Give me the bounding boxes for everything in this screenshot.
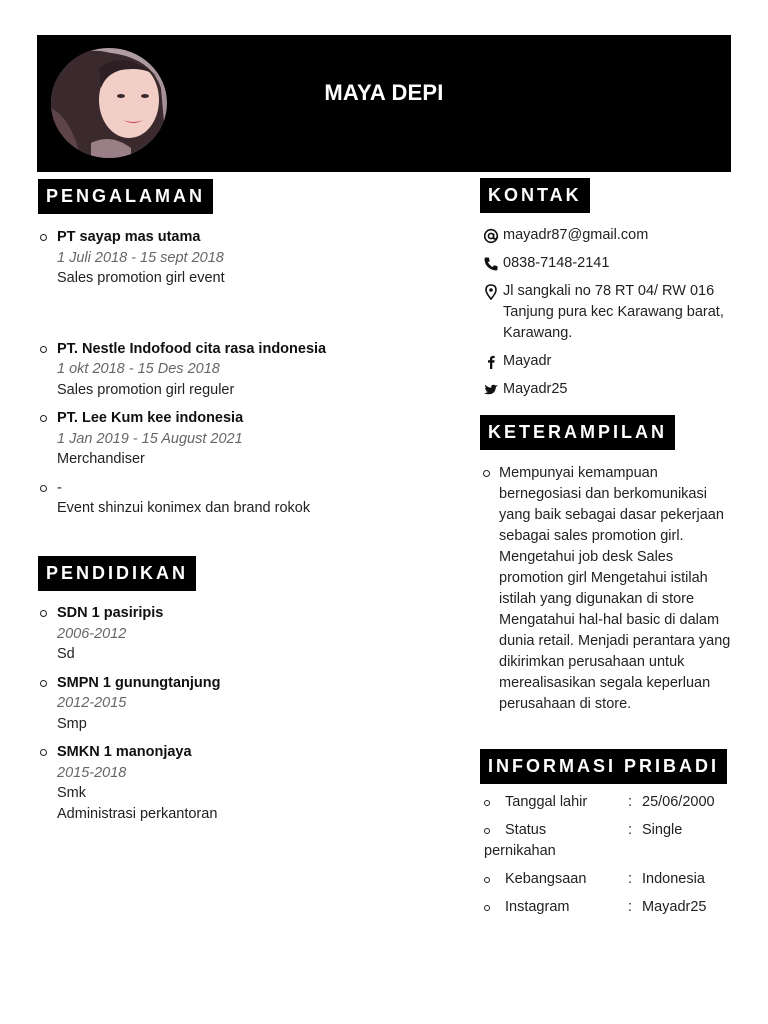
info-value: 25/06/2000 bbox=[642, 794, 715, 810]
info-label: Status pernikahan bbox=[484, 822, 556, 859]
list-item bbox=[37, 408, 457, 470]
twitter-icon bbox=[483, 382, 499, 398]
info-label: Instagram bbox=[505, 899, 570, 915]
experience-company: PT. Nestle Indofood cita rasa indonesia bbox=[57, 340, 327, 357]
contact-phone bbox=[483, 253, 728, 274]
education-level: Smk bbox=[57, 785, 86, 801]
list-item bbox=[37, 742, 457, 824]
bullet-icon bbox=[484, 800, 490, 806]
skills-list bbox=[483, 463, 733, 715]
education-list bbox=[37, 603, 457, 824]
header-banner bbox=[37, 35, 731, 172]
bullet-icon bbox=[40, 234, 47, 241]
info-separator: : bbox=[628, 794, 633, 810]
contact-twitter bbox=[483, 379, 728, 400]
info-separator: : bbox=[628, 899, 633, 915]
address-text: Jl sangkali no 78 RT 04/ RW 016 Tanjung pura kec Karawang barat, Karawang. bbox=[503, 283, 724, 341]
experience-date: 1 Juli 2018 - 15 sept 2018 bbox=[57, 249, 224, 266]
section-title-experience: PENGALAMAN bbox=[38, 179, 213, 214]
bullet-icon bbox=[483, 470, 490, 477]
phone-text[interactable]: 0838-7148-2141 bbox=[503, 255, 610, 271]
education-major: Administrasi perkantoran bbox=[57, 805, 218, 822]
bullet-icon bbox=[40, 346, 47, 353]
education-school: SDN 1 pasiripis bbox=[57, 605, 164, 621]
section-title-education: PENDIDIKAN bbox=[38, 556, 196, 591]
experience-role: Sales promotion girl event bbox=[57, 270, 225, 286]
experience-date: 1 okt 2018 - 15 Des 2018 bbox=[57, 361, 220, 377]
education-level: Smp bbox=[57, 715, 87, 732]
bullet-icon bbox=[484, 877, 490, 883]
bullet-icon bbox=[484, 905, 490, 911]
facebook-icon bbox=[483, 354, 499, 370]
facebook-text[interactable]: Mayadr bbox=[503, 353, 552, 369]
bullet-icon bbox=[40, 749, 47, 756]
info-value: Indonesia bbox=[642, 871, 705, 887]
contact-facebook bbox=[483, 351, 728, 372]
experience-company: PT. Lee Kum kee indonesia bbox=[57, 410, 244, 426]
candidate-name: MAYA DEPI bbox=[324, 80, 444, 105]
education-school: SMKN 1 manonjaya bbox=[57, 744, 192, 760]
section-title-personal: INFORMASI PRIBADI bbox=[480, 749, 727, 784]
section-title-contact: KONTAK bbox=[480, 178, 590, 213]
education-years: 2006-2012 bbox=[57, 625, 127, 642]
list-item bbox=[484, 820, 734, 862]
experience-list bbox=[37, 227, 457, 519]
list-item bbox=[484, 869, 734, 890]
bullet-icon bbox=[40, 485, 47, 492]
experience-company: PT sayap mas utama bbox=[57, 229, 201, 245]
education-years: 2012-2015 bbox=[57, 695, 127, 711]
bullet-icon bbox=[40, 680, 47, 687]
info-value: Single bbox=[642, 822, 683, 838]
skills-text: Mempunyai kemampuan bernegosiasi dan berkomunikasi yang baik sebagai dasar pekerjaan sebagai sales promotion girl. Mengetahui job desk Sales promotion girl Mengetahui istilah istilah yang digunakan di store Mengatahui hal-hal basic di dalam dunia retail. Menjadi perantara yang dikirimkan perusahaan untuk merealisasikan segala keperluan perusahaan di store. bbox=[499, 465, 731, 712]
personal-info-list bbox=[484, 792, 734, 925]
list-item bbox=[484, 792, 734, 813]
list-item bbox=[37, 603, 457, 665]
list-item bbox=[37, 673, 457, 735]
contact-list bbox=[483, 225, 728, 400]
experience-date: - bbox=[57, 479, 62, 496]
info-separator: : bbox=[628, 822, 633, 838]
info-value: Mayadr25 bbox=[642, 899, 707, 915]
info-separator: : bbox=[628, 871, 633, 887]
list-item bbox=[37, 339, 457, 401]
experience-date: 1 Jan 2019 - 15 August 2021 bbox=[57, 430, 243, 447]
education-school: SMPN 1 gunungtanjung bbox=[57, 674, 221, 691]
bullet-icon bbox=[40, 415, 47, 422]
email-text[interactable]: mayadr87@gmail.com bbox=[503, 227, 649, 243]
phone-icon bbox=[483, 256, 499, 272]
list-item bbox=[483, 463, 733, 715]
info-label: Tanggal lahir bbox=[505, 794, 588, 810]
list-item bbox=[484, 897, 734, 918]
section-title-skills: KETERAMPILAN bbox=[480, 415, 675, 450]
bullet-icon bbox=[40, 610, 47, 617]
location-pin-icon bbox=[483, 284, 499, 300]
bullet-icon bbox=[484, 828, 490, 834]
contact-email bbox=[483, 225, 728, 246]
experience-role: Merchandiser bbox=[57, 451, 145, 467]
experience-role: Sales promotion girl reguler bbox=[57, 381, 235, 398]
info-label: Kebangsaan bbox=[505, 871, 587, 887]
contact-address bbox=[483, 281, 728, 344]
experience-role: Event shinzui konimex dan brand rokok bbox=[57, 500, 311, 516]
education-level: Sd bbox=[57, 646, 75, 662]
twitter-text[interactable]: Mayadr25 bbox=[503, 381, 568, 397]
at-icon bbox=[483, 228, 499, 244]
list-item bbox=[37, 478, 457, 519]
education-years: 2015-2018 bbox=[57, 764, 127, 781]
list-item bbox=[37, 227, 457, 289]
